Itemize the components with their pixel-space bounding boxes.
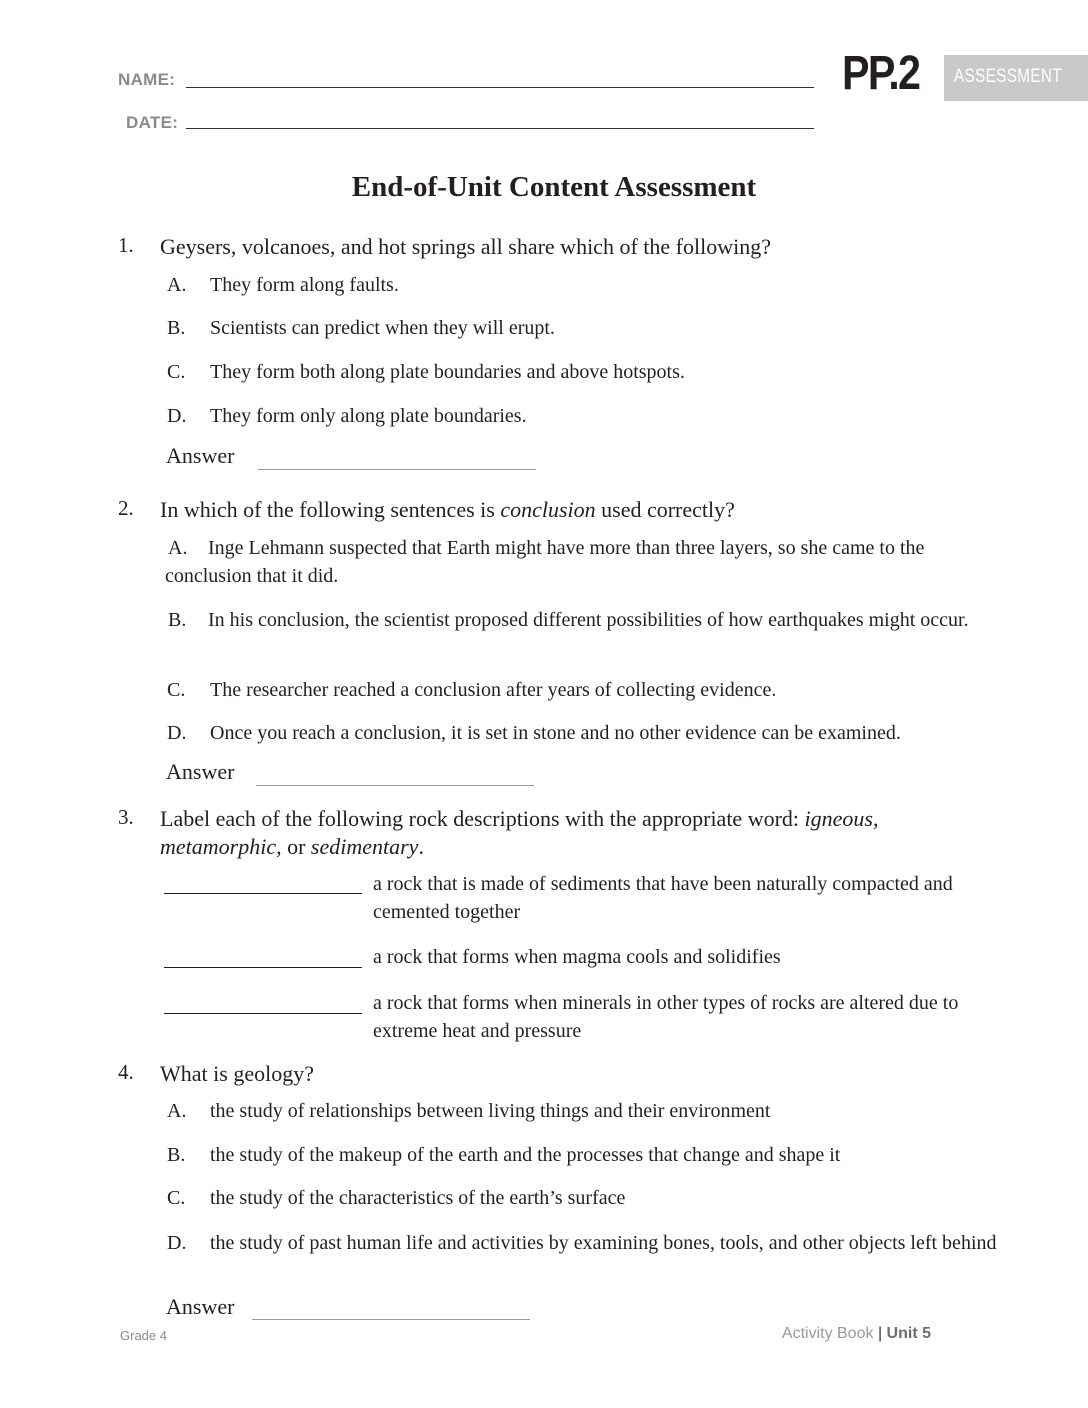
q2-option-c	[167, 676, 776, 704]
q4-option-a-letter: A.	[167, 1100, 187, 1122]
q1-option-d-text: They form only along plate boundaries.	[210, 405, 527, 427]
page-code: PP.2	[842, 47, 920, 100]
footer-separator: |	[877, 1325, 883, 1342]
q4-option-b-text: the study of the makeup of the earth and the processes that change and shape it	[210, 1144, 841, 1166]
q4-answer-line[interactable]	[252, 1319, 530, 1320]
footer-activity-book: Activity Book	[781, 1325, 874, 1342]
q1-option-d	[167, 402, 527, 430]
q1-option-a-letter: A.	[167, 274, 187, 296]
q4-option-a	[167, 1097, 770, 1125]
q4-option-c-letter: C.	[167, 1187, 186, 1209]
q2-option-b	[165, 606, 995, 634]
q1-option-b-text: Scientists can predict when they will erupt.	[210, 317, 555, 339]
q3-text-before: Label each of the following rock descriptions with the appropriate word:	[160, 806, 805, 831]
q2-option-a	[165, 534, 995, 590]
q2-option-b-text: In his conclusion, the scientist proposed different possibilities of how earthquakes might occur.	[208, 609, 969, 631]
question-1-text: Geysers, volcanoes, and hot springs all share which of the following?	[160, 234, 771, 259]
footer-grade: Grade 4	[120, 1328, 167, 1343]
q3-blank-3[interactable]	[164, 1013, 362, 1014]
date-label: DATE:	[126, 113, 179, 132]
q3-word-sedimentary: sedimentary	[310, 834, 419, 859]
question-4-text: What is geology?	[160, 1061, 314, 1086]
q1-option-a-text: They form along faults.	[210, 274, 399, 296]
q2-option-a-text: Inge Lehmann suspected that Earth might have more than three layers, so she came to the conclusion that it did.	[165, 537, 925, 587]
q3-blank-2[interactable]	[164, 967, 362, 968]
q1-answer-label: Answer	[166, 443, 235, 468]
footer-book-unit	[782, 1325, 931, 1343]
question-4-number: 4.	[118, 1060, 134, 1084]
q4-answer-label: Answer	[166, 1294, 235, 1319]
q4-option-d	[167, 1229, 1040, 1257]
q2-text-before: In which of the following sentences is	[160, 497, 501, 522]
q2-answer-line[interactable]	[256, 785, 534, 786]
question-3-text	[160, 805, 1000, 861]
q1-option-d-letter: D.	[167, 405, 187, 427]
q1-option-c	[167, 358, 685, 386]
q4-option-b	[167, 1141, 840, 1169]
q1-option-b	[167, 314, 555, 342]
q3-word-igneous: igneous	[804, 806, 873, 831]
name-label: NAME:	[118, 70, 176, 89]
date-line[interactable]	[186, 128, 814, 129]
q3-comma-2: , or	[276, 834, 311, 859]
assessment-tag	[944, 55, 1088, 101]
q3-description-1: a rock that is made of sediments that have been naturally compacted and cemented together	[373, 873, 953, 923]
question-2-number: 2.	[118, 496, 134, 520]
question-2-text	[160, 496, 1000, 524]
question-3-number: 3.	[118, 805, 134, 829]
q2-option-d	[167, 719, 901, 747]
q1-option-b-letter: B.	[167, 317, 186, 339]
q4-option-d-text: the study of past human life and activities by examining bones, tools, and other objects left behind	[210, 1232, 997, 1254]
q3-comma-1: ,	[872, 806, 879, 831]
page-title: End-of-Unit Content Assessment	[351, 171, 757, 203]
q2-option-d-letter: D.	[167, 722, 187, 744]
q2-text-italic: conclusion	[500, 497, 596, 522]
q2-option-b-letter: B.	[168, 609, 187, 631]
q2-option-c-text: The researcher reached a conclusion after years of collecting evidence.	[210, 679, 777, 701]
q4-option-a-text: the study of relationships between living things and their environment	[210, 1100, 771, 1122]
q1-option-c-text: They form both along plate boundaries and above hotspots.	[210, 361, 685, 383]
question-1-number: 1.	[118, 233, 134, 257]
q4-option-d-letter: D.	[167, 1232, 187, 1254]
q3-period: .	[418, 834, 424, 859]
q2-answer-label: Answer	[166, 759, 235, 784]
footer-unit: Unit 5	[886, 1325, 931, 1342]
q4-option-b-letter: B.	[167, 1144, 186, 1166]
q1-option-c-letter: C.	[167, 361, 186, 383]
q2-text-after: used correctly?	[595, 497, 735, 522]
q3-description-2: a rock that forms when magma cools and solidifies	[373, 946, 781, 968]
q1-answer-line[interactable]	[258, 469, 536, 470]
q2-option-c-letter: C.	[167, 679, 186, 701]
q3-word-metamorphic: metamorphic	[160, 834, 277, 859]
q2-option-a-letter: A.	[168, 537, 188, 559]
q4-option-c-text: the study of the characteristics of the earth’s surface	[210, 1187, 626, 1209]
q2-option-d-text: Once you reach a conclusion, it is set in stone and no other evidence can be examined.	[210, 722, 901, 744]
assessment-tag-text: ASSESSMENT	[954, 66, 1062, 87]
name-line[interactable]	[186, 87, 814, 88]
q1-option-a	[167, 271, 399, 299]
q4-option-c	[167, 1184, 625, 1212]
q3-blank-1[interactable]	[164, 893, 362, 894]
q3-description-3: a rock that forms when minerals in other types of rocks are altered due to extreme heat and pressure	[373, 992, 959, 1042]
